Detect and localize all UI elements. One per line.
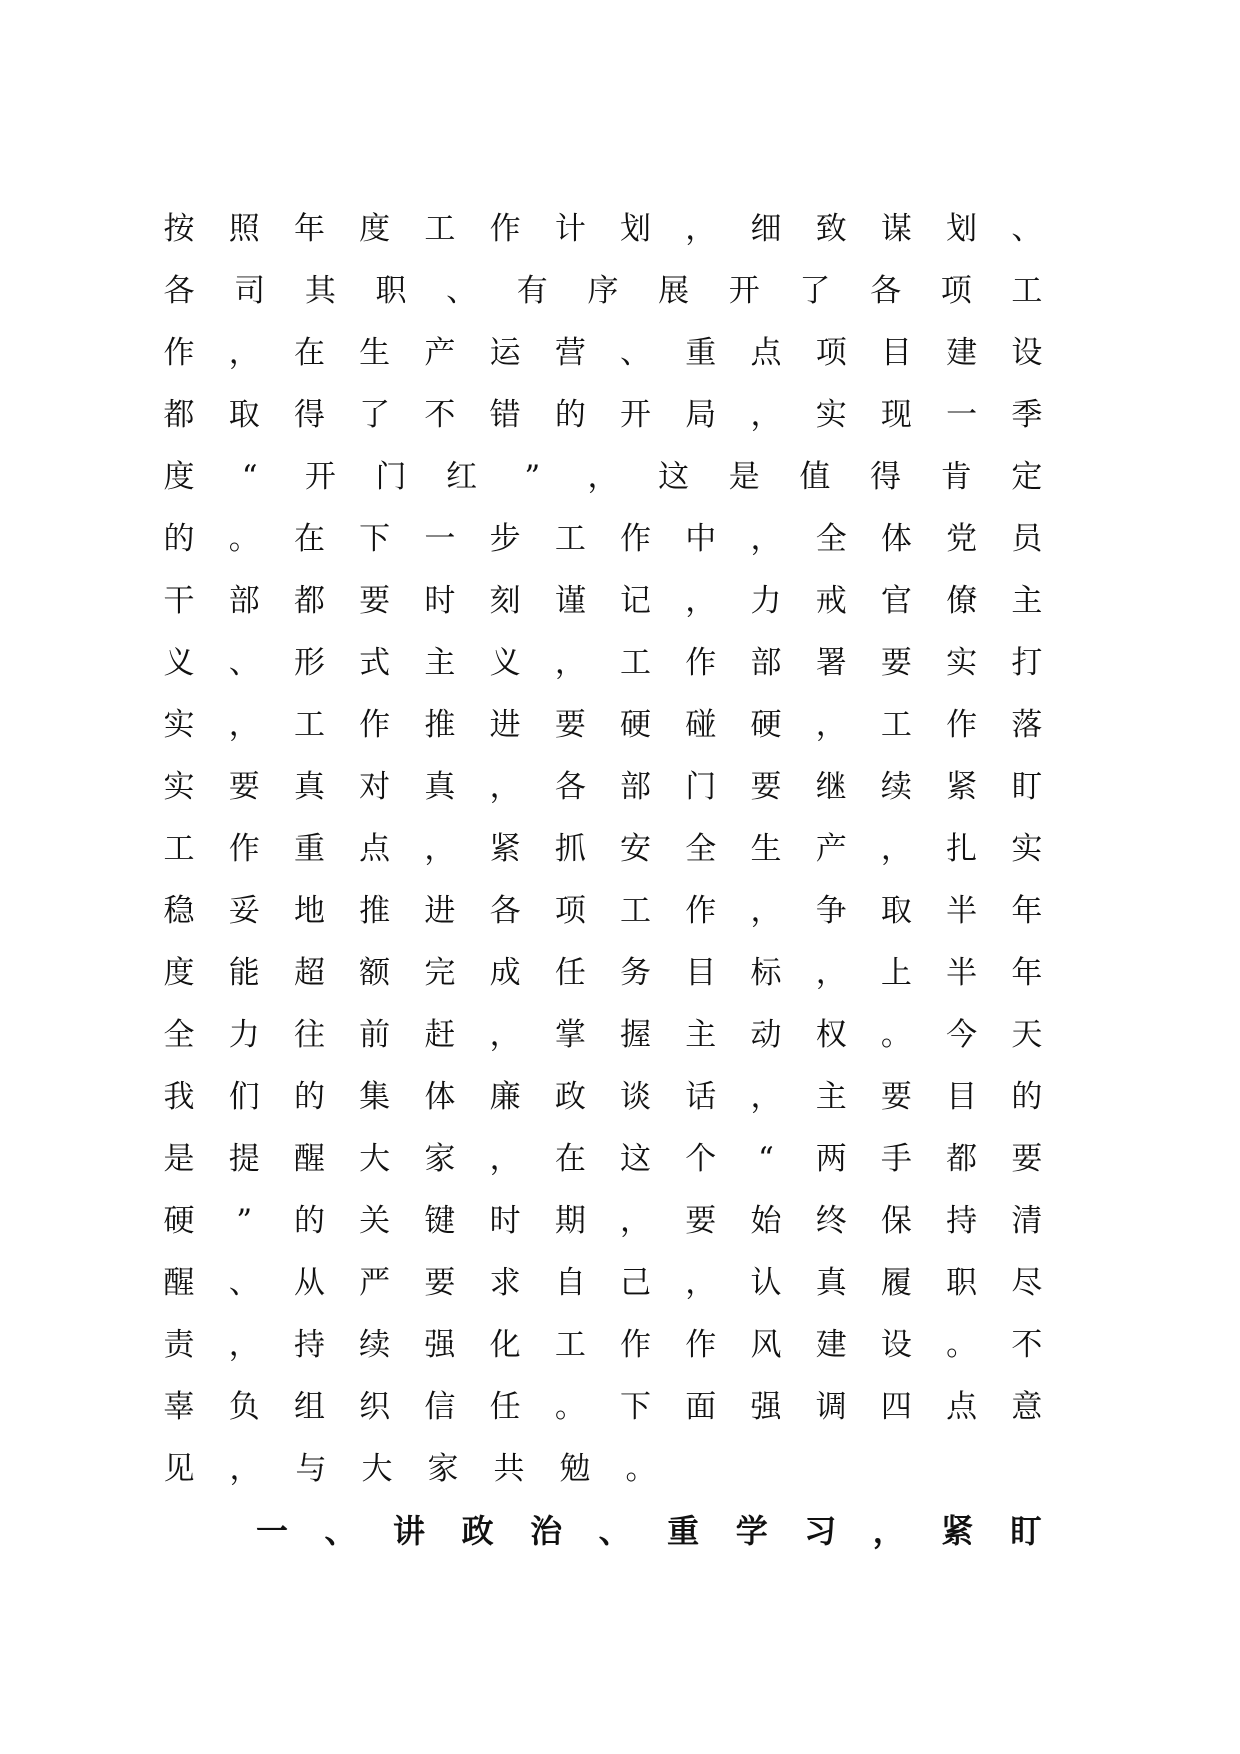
- text-line: 义 、 形 式 主 义 ， 工 作 部 署 要 实 打: [163, 645, 1043, 681]
- body-paragraph: [162, 198, 1044, 1500]
- text-line: 实 要 真 对 真 ， 各 部 门 要 继 续 紧 盯: [163, 769, 1043, 805]
- text-line: 辜 负 组 织 信 任 。 下 面 强 调 四 点 意: [163, 1389, 1043, 1425]
- text-line: 工 作 重 点 ， 紧 抓 安 全 生 产 ， 扎 实: [163, 831, 1043, 867]
- text-line: 各 司 其 职 、 有 序 展 开 了 各 项 工: [163, 273, 1043, 309]
- text-line: 作 ， 在 生 产 运 营 、 重 点 项 目 建 设: [163, 335, 1043, 371]
- text-line: 醒 、 从 严 要 求 自 己 ， 认 真 履 职 尽: [163, 1265, 1043, 1301]
- text-line: 都 取 得 了 不 错 的 开 局 ， 实 现 一 季: [163, 397, 1043, 433]
- text-line: 的 。 在 下 一 步 工 作 中 ， 全 体 党 员: [163, 521, 1043, 557]
- text-line: 稳 妥 地 推 进 各 项 工 作 ， 争 取 半 年: [163, 893, 1043, 929]
- text-line: 我 们 的 集 体 廉 政 谈 话 ， 主 要 目 的: [163, 1079, 1043, 1115]
- text-line: 度 能 超 额 完 成 任 务 目 标 ， 上 半 年: [163, 955, 1043, 991]
- text-line: 全 力 往 前 赶 ， 掌 握 主 动 权 。 今 天: [163, 1017, 1043, 1053]
- text-line: 是 提 醒 大 家 ， 在 这 个 “ 两 手 都 要: [163, 1141, 1043, 1177]
- text-line: 干 部 都 要 时 刻 谨 记 ， 力 戒 官 僚 主: [163, 583, 1043, 619]
- text-line-last: 见 ， 与 大 家 共 勉 。: [163, 1451, 657, 1487]
- text-line: 责 ， 持 续 强 化 工 作 作 风 建 设 。 不: [163, 1327, 1043, 1363]
- text-line: 度 “ 开 门 红 ” ， 这 是 值 得 肯 定: [163, 459, 1043, 495]
- text-line: 按 照 年 度 工 作 计 划 ， 细 致 谋 划 、: [163, 211, 1043, 247]
- section-heading: 一 、 讲 政 治 、 重 学 习 ， 紧 盯: [255, 1512, 1042, 1550]
- text-line: 硬 ” 的 关 键 时 期 ， 要 始 终 保 持 清: [163, 1203, 1043, 1239]
- text-line: 实 ， 工 作 推 进 要 硬 碰 硬 ， 工 作 落: [163, 707, 1043, 743]
